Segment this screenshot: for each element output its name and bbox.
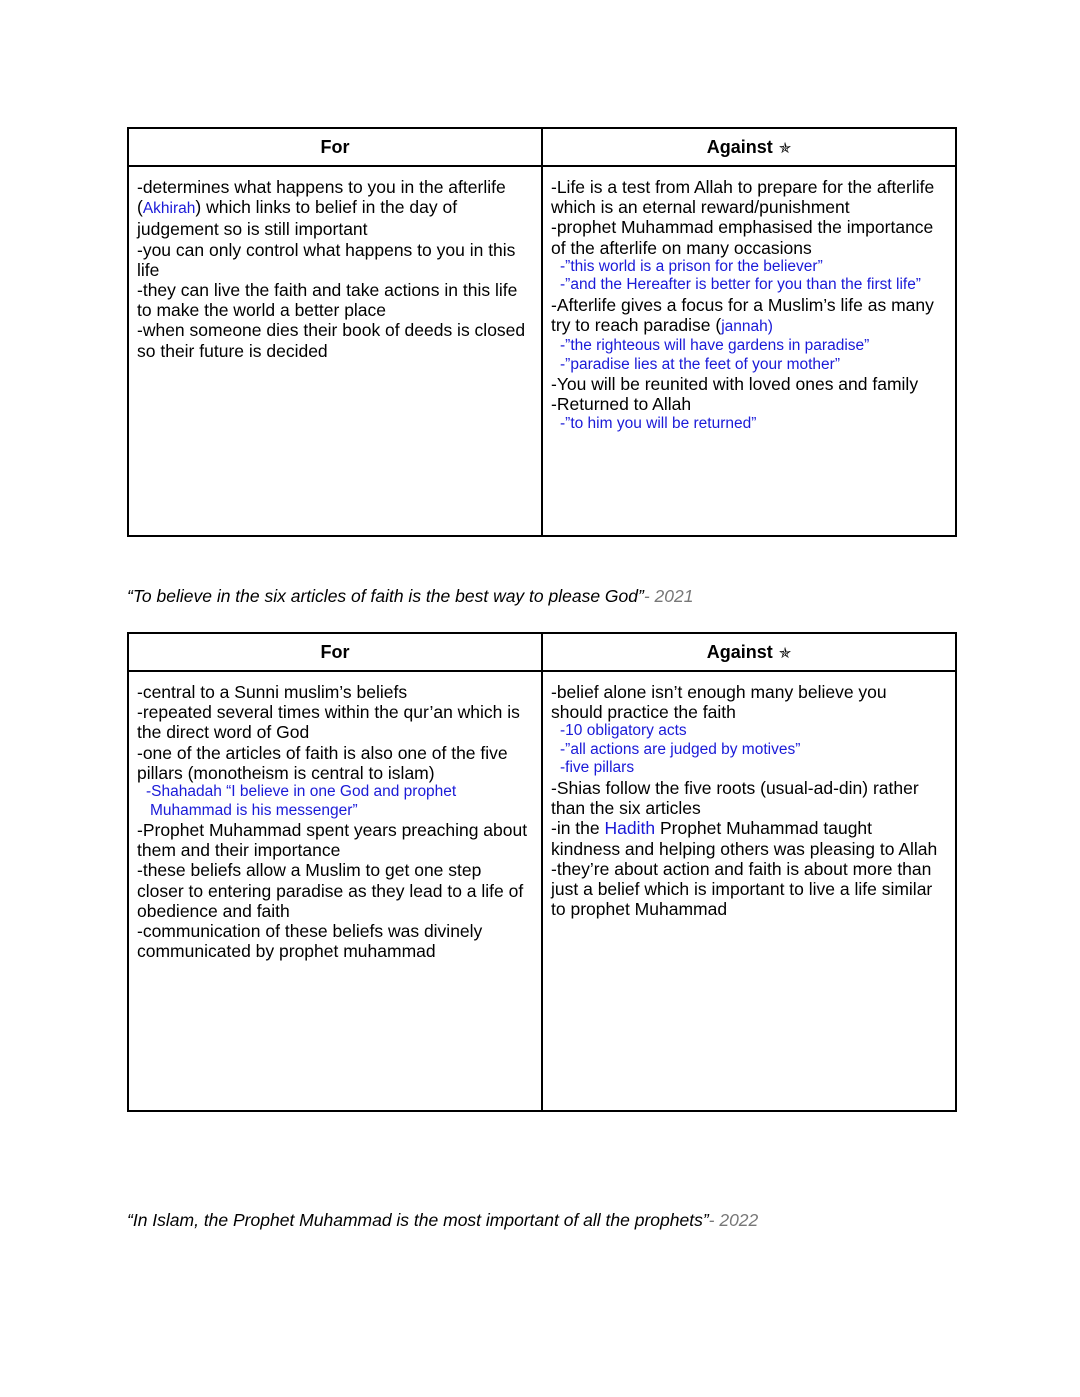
for-line: life bbox=[137, 259, 160, 280]
against-line: -prophet Muhammad emphasised the importance bbox=[551, 217, 934, 238]
for-line: to make the world a better place bbox=[137, 300, 387, 321]
quote-line: Muhammad is his messenger” bbox=[150, 801, 358, 819]
for-cell bbox=[128, 166, 542, 536]
for-line: pillars (monotheism is central to islam) bbox=[137, 762, 435, 783]
for-line bbox=[137, 197, 533, 219]
six-articles-table bbox=[127, 632, 957, 1112]
against-line bbox=[551, 315, 947, 337]
for-line: -determines what happens to you in the afterlife bbox=[137, 177, 506, 197]
for-line: obedience and faith bbox=[137, 900, 290, 921]
against-header-label: Against bbox=[706, 136, 773, 157]
table-body-row bbox=[128, 671, 956, 1111]
for-line: -you can only control what happens to you in this bbox=[137, 239, 516, 260]
against-line: kindness and helping others was pleasing to Allah bbox=[551, 838, 938, 859]
for-line: -one of the articles of faith is also one of the five bbox=[137, 742, 508, 763]
against-line bbox=[551, 818, 947, 838]
for-line: them and their importance bbox=[137, 840, 341, 861]
against-line: should practice the faith bbox=[551, 702, 736, 723]
for-line: communicated by prophet muhammad bbox=[137, 941, 436, 962]
against-line: -Afterlife gives a focus for a Muslim’s life as many bbox=[551, 294, 934, 315]
for-header-label: For bbox=[320, 641, 350, 662]
table-body-row bbox=[128, 166, 956, 536]
against-line: of the afterlife on many occasions bbox=[551, 237, 812, 258]
text-span: ( bbox=[137, 197, 143, 218]
for-line: -these beliefs allow a Muslim to get one step bbox=[137, 860, 482, 881]
text-span: Prophet Muhammad taught bbox=[655, 818, 873, 839]
against-line: -Returned to Allah bbox=[551, 394, 692, 415]
for-line: -repeated several times within the qur’an which is bbox=[137, 702, 520, 723]
for-header bbox=[128, 633, 542, 671]
against-header-label: Against bbox=[706, 641, 773, 662]
against-line: -Life is a test from Allah to prepare for the afterlife bbox=[551, 177, 935, 197]
quote-line: -five pillars bbox=[560, 759, 635, 777]
quote-line: -”this world is a prison for the believer” bbox=[560, 257, 823, 275]
for-line: the direct word of God bbox=[137, 722, 310, 743]
for-line: closer to entering paradise as they lead to a life of bbox=[137, 880, 524, 901]
against-line: than the six articles bbox=[551, 798, 701, 819]
for-line: -they can live the faith and take actions in this life bbox=[137, 280, 518, 301]
text-span: try to reach paradise ( bbox=[551, 315, 722, 336]
for-header-label: For bbox=[320, 136, 350, 157]
table-header-row bbox=[128, 128, 956, 166]
quote-line: -”paradise lies at the feet of your mother” bbox=[560, 355, 840, 373]
star-icon: ✯ bbox=[778, 139, 792, 157]
against-header bbox=[542, 633, 956, 671]
for-header bbox=[128, 128, 542, 166]
star-icon: ✯ bbox=[778, 644, 792, 662]
question-year: - 2022 bbox=[708, 1210, 759, 1230]
against-line: -You will be reunited with loved ones and family bbox=[551, 374, 919, 395]
against-cell bbox=[542, 166, 956, 536]
against-header bbox=[542, 128, 956, 166]
quote-line: -Shahadah “I believe in one God and prophet bbox=[146, 783, 457, 801]
for-line: -Prophet Muhammad spent years preaching about bbox=[137, 820, 528, 841]
jannah-term: jannah) bbox=[721, 318, 773, 336]
table-header-row bbox=[128, 633, 956, 671]
question-text: “In Islam, the Prophet Muhammad is the most important of all the prophets” bbox=[127, 1210, 709, 1230]
against-line: which is an eternal reward/punishment bbox=[551, 197, 850, 218]
quote-line: -”to him you will be returned” bbox=[560, 414, 757, 432]
quote-line: -10 obligatory acts bbox=[560, 722, 687, 740]
against-line: -Shias follow the five roots (usual-ad-din) rather bbox=[551, 777, 919, 798]
for-line: so their future is decided bbox=[137, 340, 328, 361]
for-line: -communication of these beliefs was divinely bbox=[137, 921, 483, 942]
for-line: -when someone dies their book of deeds is closed bbox=[137, 320, 526, 341]
for-cell bbox=[128, 671, 542, 1111]
against-line: -they’re about action and faith is about more than bbox=[551, 858, 932, 879]
for-line: -central to a Sunni muslim’s beliefs bbox=[137, 682, 408, 702]
against-line: to prophet Muhammad bbox=[551, 899, 728, 920]
text-span: -in the bbox=[551, 818, 605, 839]
quote-line: -”all actions are judged by motives” bbox=[560, 740, 801, 758]
hadith-term: Hadith bbox=[604, 818, 656, 839]
against-line: -belief alone isn’t enough many believe you bbox=[551, 682, 887, 702]
essay-question-2021 bbox=[127, 586, 693, 607]
text-span: ) which links to belief in the day of bbox=[195, 197, 458, 218]
against-cell bbox=[542, 671, 956, 1111]
against-line: just a belief which is important to live a life similar bbox=[551, 878, 933, 899]
essay-question-2022 bbox=[127, 1210, 758, 1231]
for-line: judgement so is still important bbox=[137, 219, 368, 240]
afterlife-table bbox=[127, 127, 957, 537]
quote-line: -”and the Hereafter is better for you than the first life” bbox=[560, 276, 921, 294]
question-year: - 2021 bbox=[643, 586, 694, 606]
akhirah-term: Akhirah bbox=[142, 200, 196, 218]
question-text: “To believe in the six articles of faith is the best way to please God” bbox=[127, 586, 644, 606]
quote-line: -”the righteous will have gardens in paradise” bbox=[560, 337, 870, 355]
